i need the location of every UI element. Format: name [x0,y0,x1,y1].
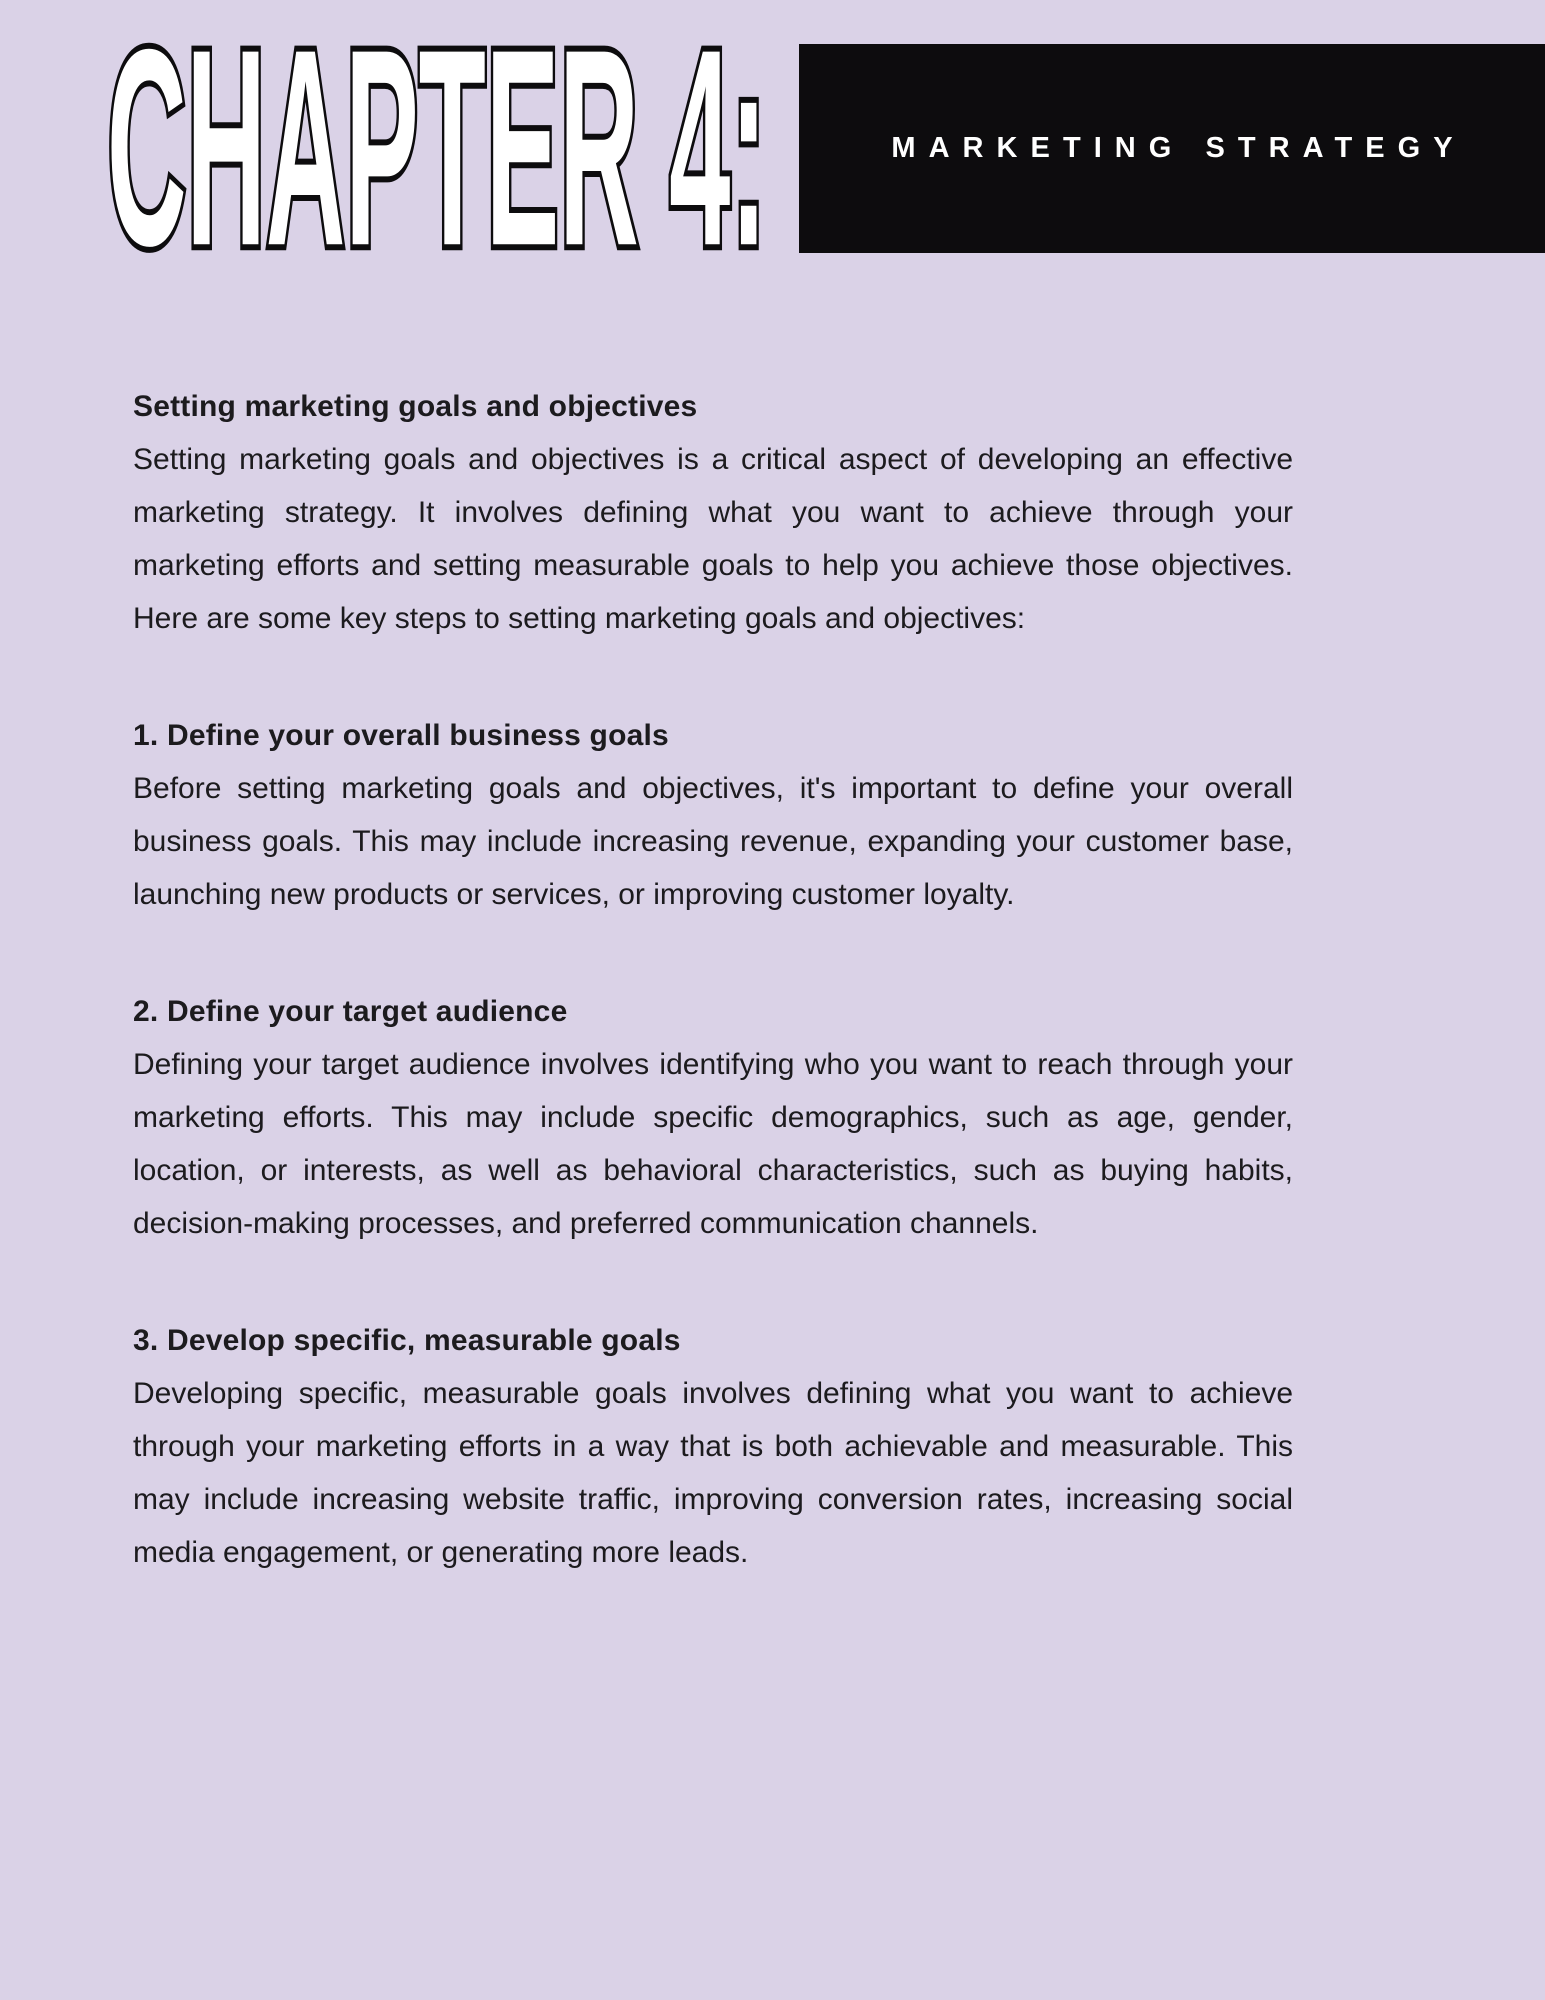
section-body: Defining your target audience involves identifying who you want to reach through your marketing efforts. This may include specific demographics, such as age, gender, location, or interests, as well as behavioral characteristics, such as buying habits, decision-making processes, and preferred communication channels. [133,1048,1293,1240]
chapter-headline-text: CHAPTER 4: [107,37,767,253]
section-body: Setting marketing goals and objectives is a critical aspect of developing an effective marketing strategy. It involves defining what you want to achieve through your marketing efforts and setting measurable goals to help you achieve those objectives. Here are some key steps to setting marketing goals and objectives: [133,443,1293,635]
banner-title: MARKETING STRATEGY [891,132,1466,164]
section-heading: Setting marketing goals and objectives [133,390,698,423]
section-heading: 1. Define your overall business goals [133,719,669,752]
section-measurable-goals [133,1314,1293,1579]
section-heading: 2. Define your target audience [133,995,568,1028]
section-heading: 3. Develop specific, measurable goals [133,1324,681,1357]
chapter-headline [94,37,780,253]
section-body: Developing specific, measurable goals involves defining what you want to achieve through your marketing efforts in a way that is both achievable and measurable. This may include increasing website traffic, improving conversion rates, increasing social media engagement, or generating more leads. [133,1377,1293,1569]
section-setting-goals [133,380,1293,645]
chapter-banner [799,44,1545,253]
section-body: Before setting marketing goals and objectives, it's important to define your overall business goals. This may include increasing revenue, expanding your customer base, launching new products or services, or improving customer loyalty. [133,772,1293,911]
section-target-audience [133,985,1293,1250]
section-business-goals [133,709,1293,921]
page-content [133,380,1293,1579]
